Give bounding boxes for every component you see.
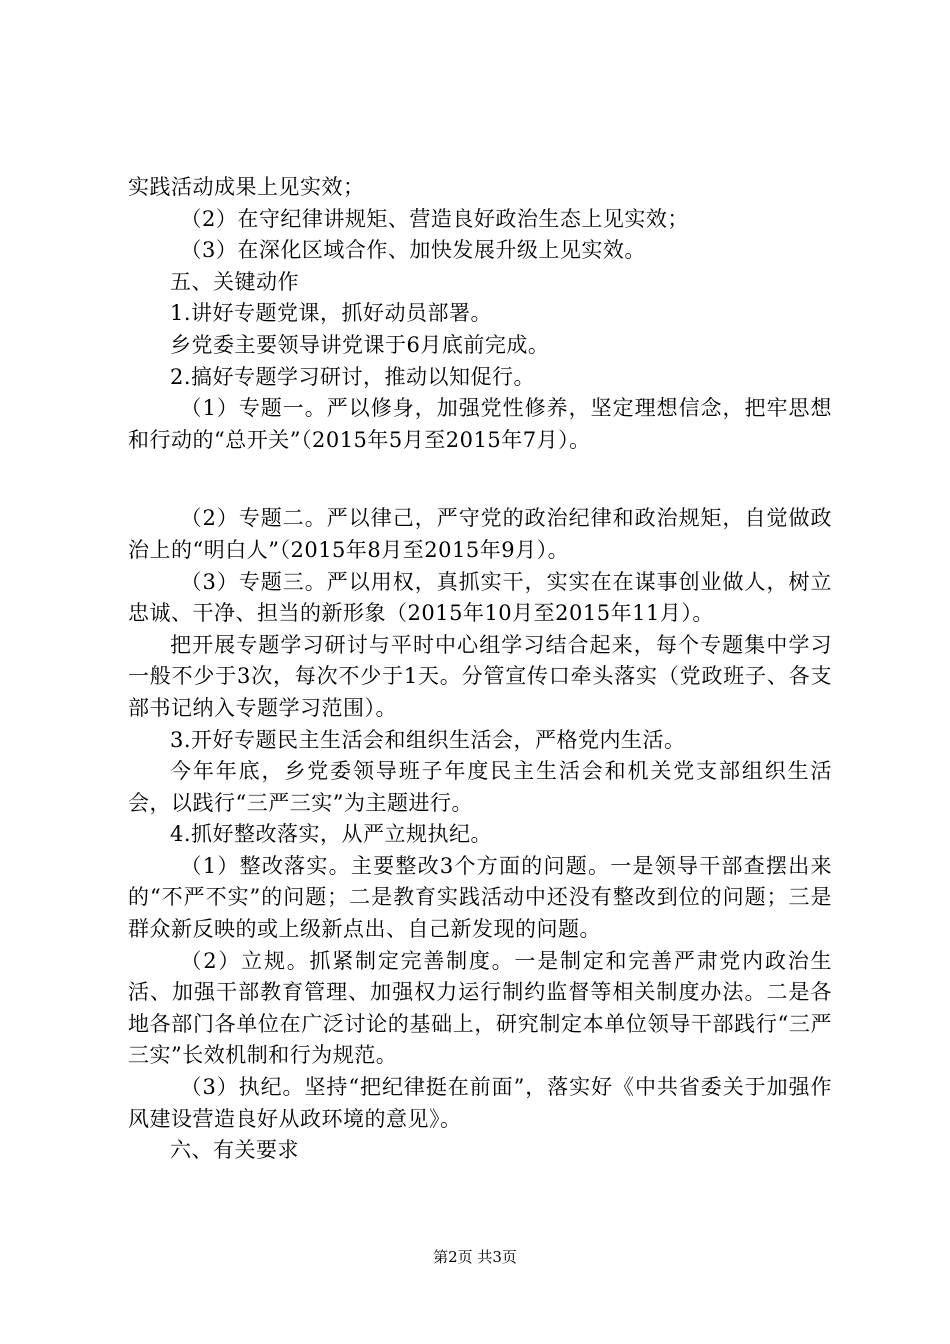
paragraph: （3）在深化区域合作、加快发展升级上见实效。 (180, 238, 646, 263)
subsection-heading: 2.搞好专题学习研讨，推动以知促行。 (170, 364, 536, 389)
paragraph-gap (128, 456, 832, 503)
paragraph: （2）立规。抓紧制定完善制度。一是制定和完善严肃党内政治生活、加强干部教育管理、加强权力运行制约监督等相关制度办法。二是各地各部门各单位在广泛讨论的基础上，研究制定本单位领导干部践行“三严三实”长效机制和行为规范。 (128, 948, 832, 1068)
section-heading: 六、有关要求 (170, 1138, 299, 1163)
paragraph: 乡党委主要领导讲党课于6月底前完成。 (170, 332, 550, 357)
subsection-heading: 4.抓好整改落实，从严立规执纪。 (170, 822, 493, 847)
page-footer: 第2页 共3页 (433, 1248, 517, 1266)
paragraph: （1）专题一。严以修身，加强党性修养，坚定理想信念，把牢思想和行动的“总开关”（2015年5月至2015年7月）。 (128, 396, 832, 452)
paragraph: （3）执纪。坚持“把纪律挺在前面”，落实好《中共省委关于加强作风建设营造良好从政环境的意见》。 (128, 1075, 832, 1131)
paragraph: （1）整改落实。主要整改3个方面的问题。一是领导干部查摆出来的“不严不实”的问题；二是教育实践活动中还没有整改到位的问题；三是群众新反映的或上级新点出、自己新发现的问题。 (128, 853, 832, 942)
section-heading: 五、关键动作 (170, 269, 299, 294)
paragraph: 实践活动成果上见实效； (128, 175, 365, 199)
subsection-heading: 3.开好专题民主生活会和组织生活会，严格党内生活。 (170, 727, 686, 752)
paragraph: 把开展专题学习研讨与平时中心组学习结合起来，每个专题集中学习一般不少于3次，每次不少于1天。分管宣传口牵头落实（党政班子、各支部书记纳入专题学习范围）。 (128, 632, 832, 720)
paragraph: （2）专题二。严以律己，严守党的政治纪律和政治规矩，自觉做政治上的“明白人”（2015年8月至2015年9月）。 (128, 506, 832, 562)
paragraph: 今年年底，乡党委领导班子年度民主生活会和机关党支部组织生活会，以践行“三严三实”为主题进行。 (128, 759, 832, 815)
paragraph: （2）在守纪律讲规矩、营造良好政治生态上见实效； (180, 206, 689, 231)
subsection-heading: 1.讲好专题党课，抓好动员部署。 (170, 301, 493, 326)
document-body (128, 172, 832, 1167)
paragraph: （3）专题三。严以用权，真抓实干，实实在在谋事创业做人，树立忠诚、干净、担当的新形象（2015年10月至2015年11月）。 (128, 569, 832, 626)
